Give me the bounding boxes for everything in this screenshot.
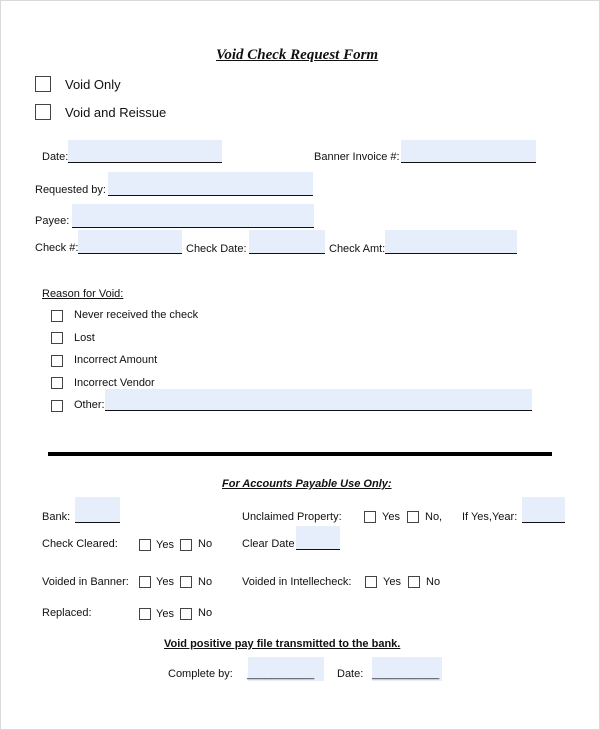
footer-date-label: Date: [337,668,364,680]
reason-incorrect-vendor-label: Incorrect Vendor [74,377,155,389]
bank-label: Bank: [42,511,71,523]
section-divider [48,452,552,456]
banner-invoice-label: Banner Invoice #: [314,151,400,163]
if-yes-year-label: If Yes,Year: [462,511,518,523]
voided-banner-no-checkbox[interactable] [180,576,192,588]
void-only-label: Void Only [65,77,121,92]
bank-field[interactable] [75,497,120,523]
payee-field[interactable] [72,204,314,228]
voided-banner-yes-checkbox[interactable] [139,576,151,588]
check-number-field[interactable] [78,230,182,254]
check-cleared-no-checkbox[interactable] [180,539,192,551]
clear-date-label: Clear Date [242,538,295,550]
check-cleared-label: Check Cleared: [42,538,118,550]
clear-date-field[interactable] [296,526,340,550]
check-amount-label: Check Amt: [329,243,386,255]
reason-other-field[interactable] [105,389,532,411]
ap-heading: For Accounts Payable Use Only: [222,478,392,490]
check-cleared-yes-checkbox[interactable] [139,539,151,551]
payee-label: Payee: [35,215,70,227]
replaced-label: Replaced: [42,607,92,619]
voided-intellecheck-yes-checkbox[interactable] [365,576,377,588]
check-cleared-yes-label: Yes [156,539,174,551]
positive-pay-statement: Void positive pay file transmitted to the bank. [164,638,401,650]
voided-banner-yes-label: Yes [156,576,174,588]
complete-by-line: ___________ [247,668,315,680]
check-number-label: Check #: [35,242,79,254]
reason-never-received-checkbox[interactable] [51,310,63,322]
reason-incorrect-vendor-checkbox[interactable] [51,377,63,389]
reason-other-checkbox[interactable] [51,400,63,412]
voided-intellecheck-no-checkbox[interactable] [408,576,420,588]
reason-heading: Reason for Void: [42,288,124,300]
replaced-yes-checkbox[interactable] [139,608,151,620]
void-reissue-checkbox[interactable] [35,104,51,120]
voided-banner-label: Voided in Banner: [42,576,129,588]
unclaimed-no-checkbox[interactable] [407,511,419,523]
reason-incorrect-amount-checkbox[interactable] [51,355,63,367]
unclaimed-yes-label: Yes [382,511,400,523]
reason-lost-label: Lost [74,332,95,344]
voided-intellecheck-yes-label: Yes [383,576,401,588]
unclaimed-no-label: No, [425,511,443,523]
complete-by-label: Complete by: [168,668,233,680]
voided-intellecheck-no-label: No [426,576,441,588]
replaced-no-label: No [198,607,213,619]
check-amount-field[interactable] [385,230,517,254]
date-label: Date: [42,151,69,163]
reason-never-received-label: Never received the check [74,309,199,321]
requested-by-label: Requested by: [35,184,106,196]
banner-invoice-field[interactable] [401,140,536,163]
requested-by-field[interactable] [108,172,313,196]
unclaimed-yes-checkbox[interactable] [364,511,376,523]
replaced-no-checkbox[interactable] [180,608,192,620]
reason-lost-checkbox[interactable] [51,332,63,344]
footer-date-line: ___________ [372,668,440,680]
check-date-label: Check Date: [186,243,247,255]
voided-banner-no-label: No [198,576,213,588]
check-cleared-no-label: No [198,538,213,550]
voided-intellecheck-label: Voided in Intellecheck: [242,576,352,588]
form-title: Void Check Request Form [216,47,379,63]
void-reissue-label: Void and Reissue [65,105,167,120]
unclaimed-property-label: Unclaimed Property: [242,511,342,523]
if-yes-year-field[interactable] [522,497,565,523]
reason-incorrect-amount-label: Incorrect Amount [74,354,158,366]
void-only-checkbox[interactable] [35,76,51,92]
date-field[interactable] [68,140,222,163]
check-date-field[interactable] [249,230,325,254]
reason-other-label: Other: [74,399,105,411]
replaced-yes-label: Yes [156,608,174,620]
